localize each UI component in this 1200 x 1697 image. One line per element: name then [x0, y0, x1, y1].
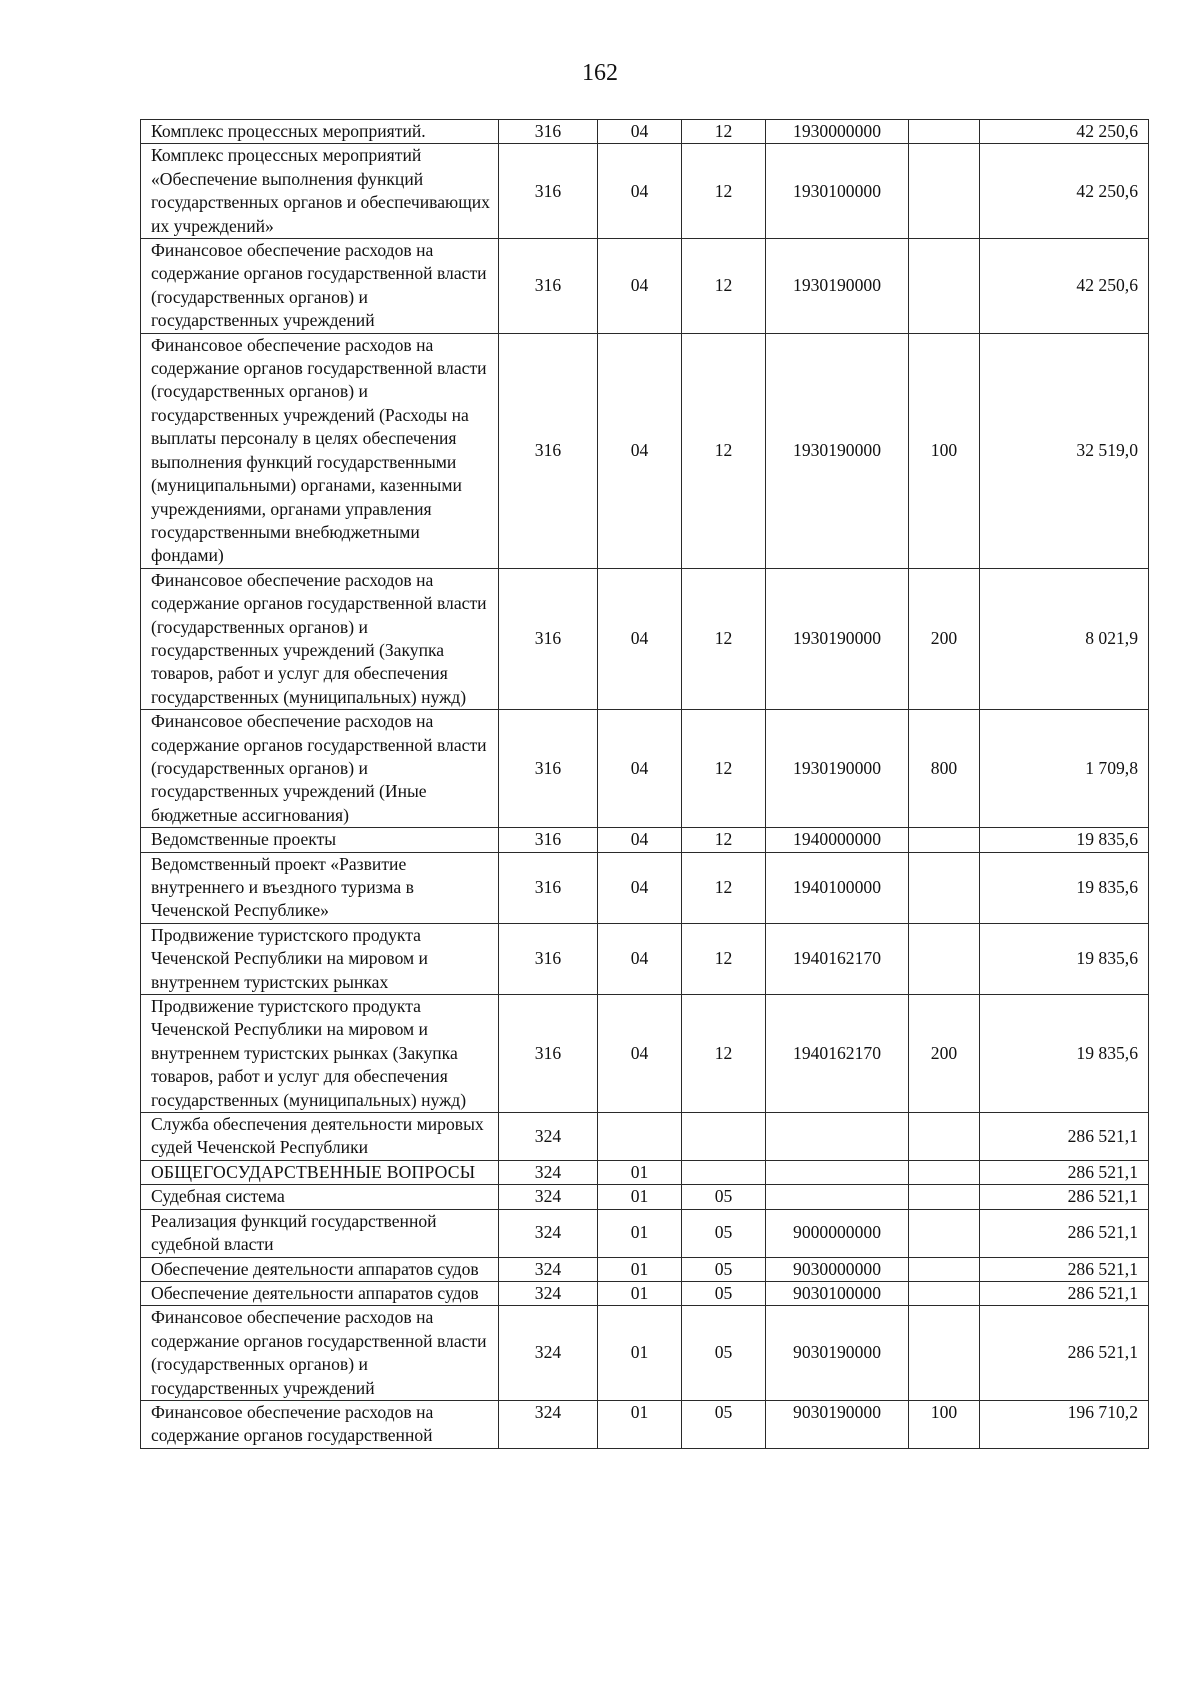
- row-section-code-cell: 01: [598, 1281, 682, 1305]
- row-department-code-cell: 324: [499, 1209, 598, 1257]
- row-subsection-code-cell: 12: [682, 995, 766, 1113]
- row-section-code-cell: 04: [598, 239, 682, 334]
- row-department-code-cell: 316: [499, 828, 598, 852]
- row-subsection-code-cell: 05: [682, 1400, 766, 1448]
- table-row: [141, 144, 1149, 239]
- row-expense-type-cell: [909, 1209, 980, 1257]
- row-expense-type-cell: [909, 1160, 980, 1184]
- row-subsection-code-cell: 05: [682, 1257, 766, 1281]
- row-section-code-cell: 04: [598, 995, 682, 1113]
- row-department-code-cell: 324: [499, 1400, 598, 1448]
- table-row: [141, 333, 1149, 568]
- row-name-cell: Обеспечение деятельности аппаратов судов: [141, 1281, 499, 1305]
- row-department-code-cell: 316: [499, 333, 598, 568]
- row-name-cell: Финансовое обеспечение расходов на содержание органов государственной власти (государственных органов) и государственных учреждений: [141, 239, 499, 334]
- row-name-cell: ОБЩЕГОСУДАРСТВЕННЫЕ ВОПРОСЫ: [141, 1160, 499, 1184]
- table-row: [141, 1185, 1149, 1209]
- row-expense-type-cell: [909, 120, 980, 144]
- row-section-code-cell: 04: [598, 333, 682, 568]
- row-target-article-cell: 1940162170: [766, 923, 909, 994]
- row-section-code-cell: [598, 1113, 682, 1161]
- row-subsection-code-cell: [682, 1160, 766, 1184]
- row-target-article-cell: 9030100000: [766, 1281, 909, 1305]
- row-amount-cell: 42 250,6: [980, 239, 1149, 334]
- row-subsection-code-cell: 12: [682, 828, 766, 852]
- table-row: [141, 1257, 1149, 1281]
- row-expense-type-cell: [909, 923, 980, 994]
- row-subsection-code-cell: 12: [682, 923, 766, 994]
- row-name-cell: Служба обеспечения деятельности мировых судей Чеченской Республики: [141, 1113, 499, 1161]
- row-section-code-cell: 04: [598, 852, 682, 923]
- row-target-article-cell: 1930190000: [766, 333, 909, 568]
- row-target-article-cell: 1930190000: [766, 710, 909, 828]
- row-subsection-code-cell: 12: [682, 239, 766, 334]
- row-department-code-cell: 324: [499, 1257, 598, 1281]
- row-target-article-cell: 9030190000: [766, 1400, 909, 1448]
- row-name-cell: Финансовое обеспечение расходов на содержание органов государственной власти (государственных органов) и государственных учреждений (Иные бюджетные ассигнования): [141, 710, 499, 828]
- row-department-code-cell: 316: [499, 852, 598, 923]
- row-department-code-cell: 316: [499, 144, 598, 239]
- row-name-cell: Продвижение туристского продукта Чеченской Республики на мировом и внутреннем туристских рынках: [141, 923, 499, 994]
- row-amount-cell: 286 521,1: [980, 1306, 1149, 1401]
- row-amount-cell: 286 521,1: [980, 1185, 1149, 1209]
- table-row: [141, 852, 1149, 923]
- row-name-cell: Ведомственный проект «Развитие внутреннего и въездного туризма в Чеченской Республике»: [141, 852, 499, 923]
- row-section-code-cell: 01: [598, 1160, 682, 1184]
- row-subsection-code-cell: 12: [682, 710, 766, 828]
- table-row: [141, 1306, 1149, 1401]
- row-amount-cell: 8 021,9: [980, 568, 1149, 709]
- row-amount-cell: 42 250,6: [980, 120, 1149, 144]
- row-section-code-cell: 04: [598, 828, 682, 852]
- row-department-code-cell: 324: [499, 1113, 598, 1161]
- budget-table: [140, 119, 1149, 1449]
- row-department-code-cell: 316: [499, 239, 598, 334]
- row-subsection-code-cell: 12: [682, 120, 766, 144]
- row-expense-type-cell: [909, 144, 980, 239]
- row-amount-cell: 19 835,6: [980, 828, 1149, 852]
- row-target-article-cell: 1940162170: [766, 995, 909, 1113]
- row-section-code-cell: 01: [598, 1185, 682, 1209]
- row-section-code-cell: 01: [598, 1257, 682, 1281]
- row-name-cell: Ведомственные проекты: [141, 828, 499, 852]
- row-subsection-code-cell: 05: [682, 1185, 766, 1209]
- row-amount-cell: 19 835,6: [980, 923, 1149, 994]
- row-amount-cell: 19 835,6: [980, 995, 1149, 1113]
- table-row: [141, 923, 1149, 994]
- row-expense-type-cell: 200: [909, 995, 980, 1113]
- row-expense-type-cell: [909, 1281, 980, 1305]
- row-target-article-cell: 1930100000: [766, 144, 909, 239]
- table-row: [141, 568, 1149, 709]
- row-expense-type-cell: [909, 1113, 980, 1161]
- row-section-code-cell: 01: [598, 1209, 682, 1257]
- budget-table-body: [141, 120, 1149, 1449]
- table-row: [141, 828, 1149, 852]
- row-section-code-cell: 01: [598, 1306, 682, 1401]
- table-row: [141, 1209, 1149, 1257]
- row-name-cell: Финансовое обеспечение расходов на содержание органов государственной: [141, 1400, 499, 1448]
- row-subsection-code-cell: 05: [682, 1281, 766, 1305]
- row-name-cell: Финансовое обеспечение расходов на содержание органов государственной власти (государственных органов) и государственных учреждений (Закупка товаров, работ и услуг для обеспечения государственных (муниципальных) нужд): [141, 568, 499, 709]
- row-section-code-cell: 04: [598, 568, 682, 709]
- row-section-code-cell: 01: [598, 1400, 682, 1448]
- table-row: [141, 1281, 1149, 1305]
- row-amount-cell: 32 519,0: [980, 333, 1149, 568]
- row-amount-cell: 286 521,1: [980, 1113, 1149, 1161]
- row-section-code-cell: 04: [598, 144, 682, 239]
- row-name-cell: Судебная система: [141, 1185, 499, 1209]
- row-section-code-cell: 04: [598, 923, 682, 994]
- row-name-cell: Финансовое обеспечение расходов на содержание органов государственной власти (государственных органов) и государственных учреждений (Расходы на выплаты персоналу в целях обеспечения выполнения функций государственными (муниципальными) органами, казенными учреждениями, органами управления государственными внебюджетными фондами): [141, 333, 499, 568]
- table-row: [141, 120, 1149, 144]
- row-name-cell: Финансовое обеспечение расходов на содержание органов государственной власти (государственных органов) и государственных учреждений: [141, 1306, 499, 1401]
- row-name-cell: Комплекс процессных мероприятий «Обеспечение выполнения функций государственных органов и обеспечивающих их учреждений»: [141, 144, 499, 239]
- row-amount-cell: 286 521,1: [980, 1281, 1149, 1305]
- row-target-article-cell: 1940100000: [766, 852, 909, 923]
- row-department-code-cell: 316: [499, 923, 598, 994]
- row-expense-type-cell: [909, 1306, 980, 1401]
- row-subsection-code-cell: 12: [682, 144, 766, 239]
- row-target-article-cell: [766, 1113, 909, 1161]
- row-expense-type-cell: 100: [909, 333, 980, 568]
- table-row: [141, 995, 1149, 1113]
- row-name-cell: Комплекс процессных мероприятий.: [141, 120, 499, 144]
- table-row: [141, 710, 1149, 828]
- row-amount-cell: 19 835,6: [980, 852, 1149, 923]
- row-expense-type-cell: [909, 852, 980, 923]
- row-name-cell: Обеспечение деятельности аппаратов судов: [141, 1257, 499, 1281]
- row-department-code-cell: 324: [499, 1281, 598, 1305]
- row-subsection-code-cell: [682, 1113, 766, 1161]
- row-expense-type-cell: 200: [909, 568, 980, 709]
- row-section-code-cell: 04: [598, 710, 682, 828]
- row-target-article-cell: 9030000000: [766, 1257, 909, 1281]
- row-name-cell: Продвижение туристского продукта Чеченской Республики на мировом и внутреннем туристских рынках (Закупка товаров, работ и услуг для обеспечения государственных (муниципальных) нужд): [141, 995, 499, 1113]
- row-department-code-cell: 324: [499, 1160, 598, 1184]
- row-subsection-code-cell: 12: [682, 333, 766, 568]
- row-department-code-cell: 324: [499, 1306, 598, 1401]
- row-target-article-cell: 1930190000: [766, 239, 909, 334]
- row-department-code-cell: 316: [499, 710, 598, 828]
- row-target-article-cell: [766, 1185, 909, 1209]
- row-target-article-cell: 1930000000: [766, 120, 909, 144]
- row-amount-cell: 286 521,1: [980, 1160, 1149, 1184]
- row-subsection-code-cell: 05: [682, 1209, 766, 1257]
- row-subsection-code-cell: 12: [682, 568, 766, 709]
- row-department-code-cell: 316: [499, 120, 598, 144]
- row-expense-type-cell: [909, 1257, 980, 1281]
- row-amount-cell: 286 521,1: [980, 1257, 1149, 1281]
- row-department-code-cell: 316: [499, 568, 598, 709]
- row-target-article-cell: 9030190000: [766, 1306, 909, 1401]
- row-expense-type-cell: [909, 239, 980, 334]
- row-target-article-cell: 1930190000: [766, 568, 909, 709]
- row-expense-type-cell: 800: [909, 710, 980, 828]
- row-subsection-code-cell: 05: [682, 1306, 766, 1401]
- table-row: [141, 1113, 1149, 1161]
- row-amount-cell: 42 250,6: [980, 144, 1149, 239]
- row-amount-cell: 286 521,1: [980, 1209, 1149, 1257]
- row-section-code-cell: 04: [598, 120, 682, 144]
- table-row: [141, 1160, 1149, 1184]
- row-expense-type-cell: 100: [909, 1400, 980, 1448]
- row-amount-cell: 196 710,2: [980, 1400, 1149, 1448]
- row-amount-cell: 1 709,8: [980, 710, 1149, 828]
- row-subsection-code-cell: 12: [682, 852, 766, 923]
- row-expense-type-cell: [909, 1185, 980, 1209]
- row-name-cell: Реализация функций государственной судебной власти: [141, 1209, 499, 1257]
- table-row: [141, 1400, 1149, 1448]
- row-expense-type-cell: [909, 828, 980, 852]
- table-row: [141, 239, 1149, 334]
- row-department-code-cell: 324: [499, 1185, 598, 1209]
- page-number: 162: [582, 60, 618, 86]
- row-target-article-cell: 9000000000: [766, 1209, 909, 1257]
- row-department-code-cell: 316: [499, 995, 598, 1113]
- row-target-article-cell: 1940000000: [766, 828, 909, 852]
- row-target-article-cell: [766, 1160, 909, 1184]
